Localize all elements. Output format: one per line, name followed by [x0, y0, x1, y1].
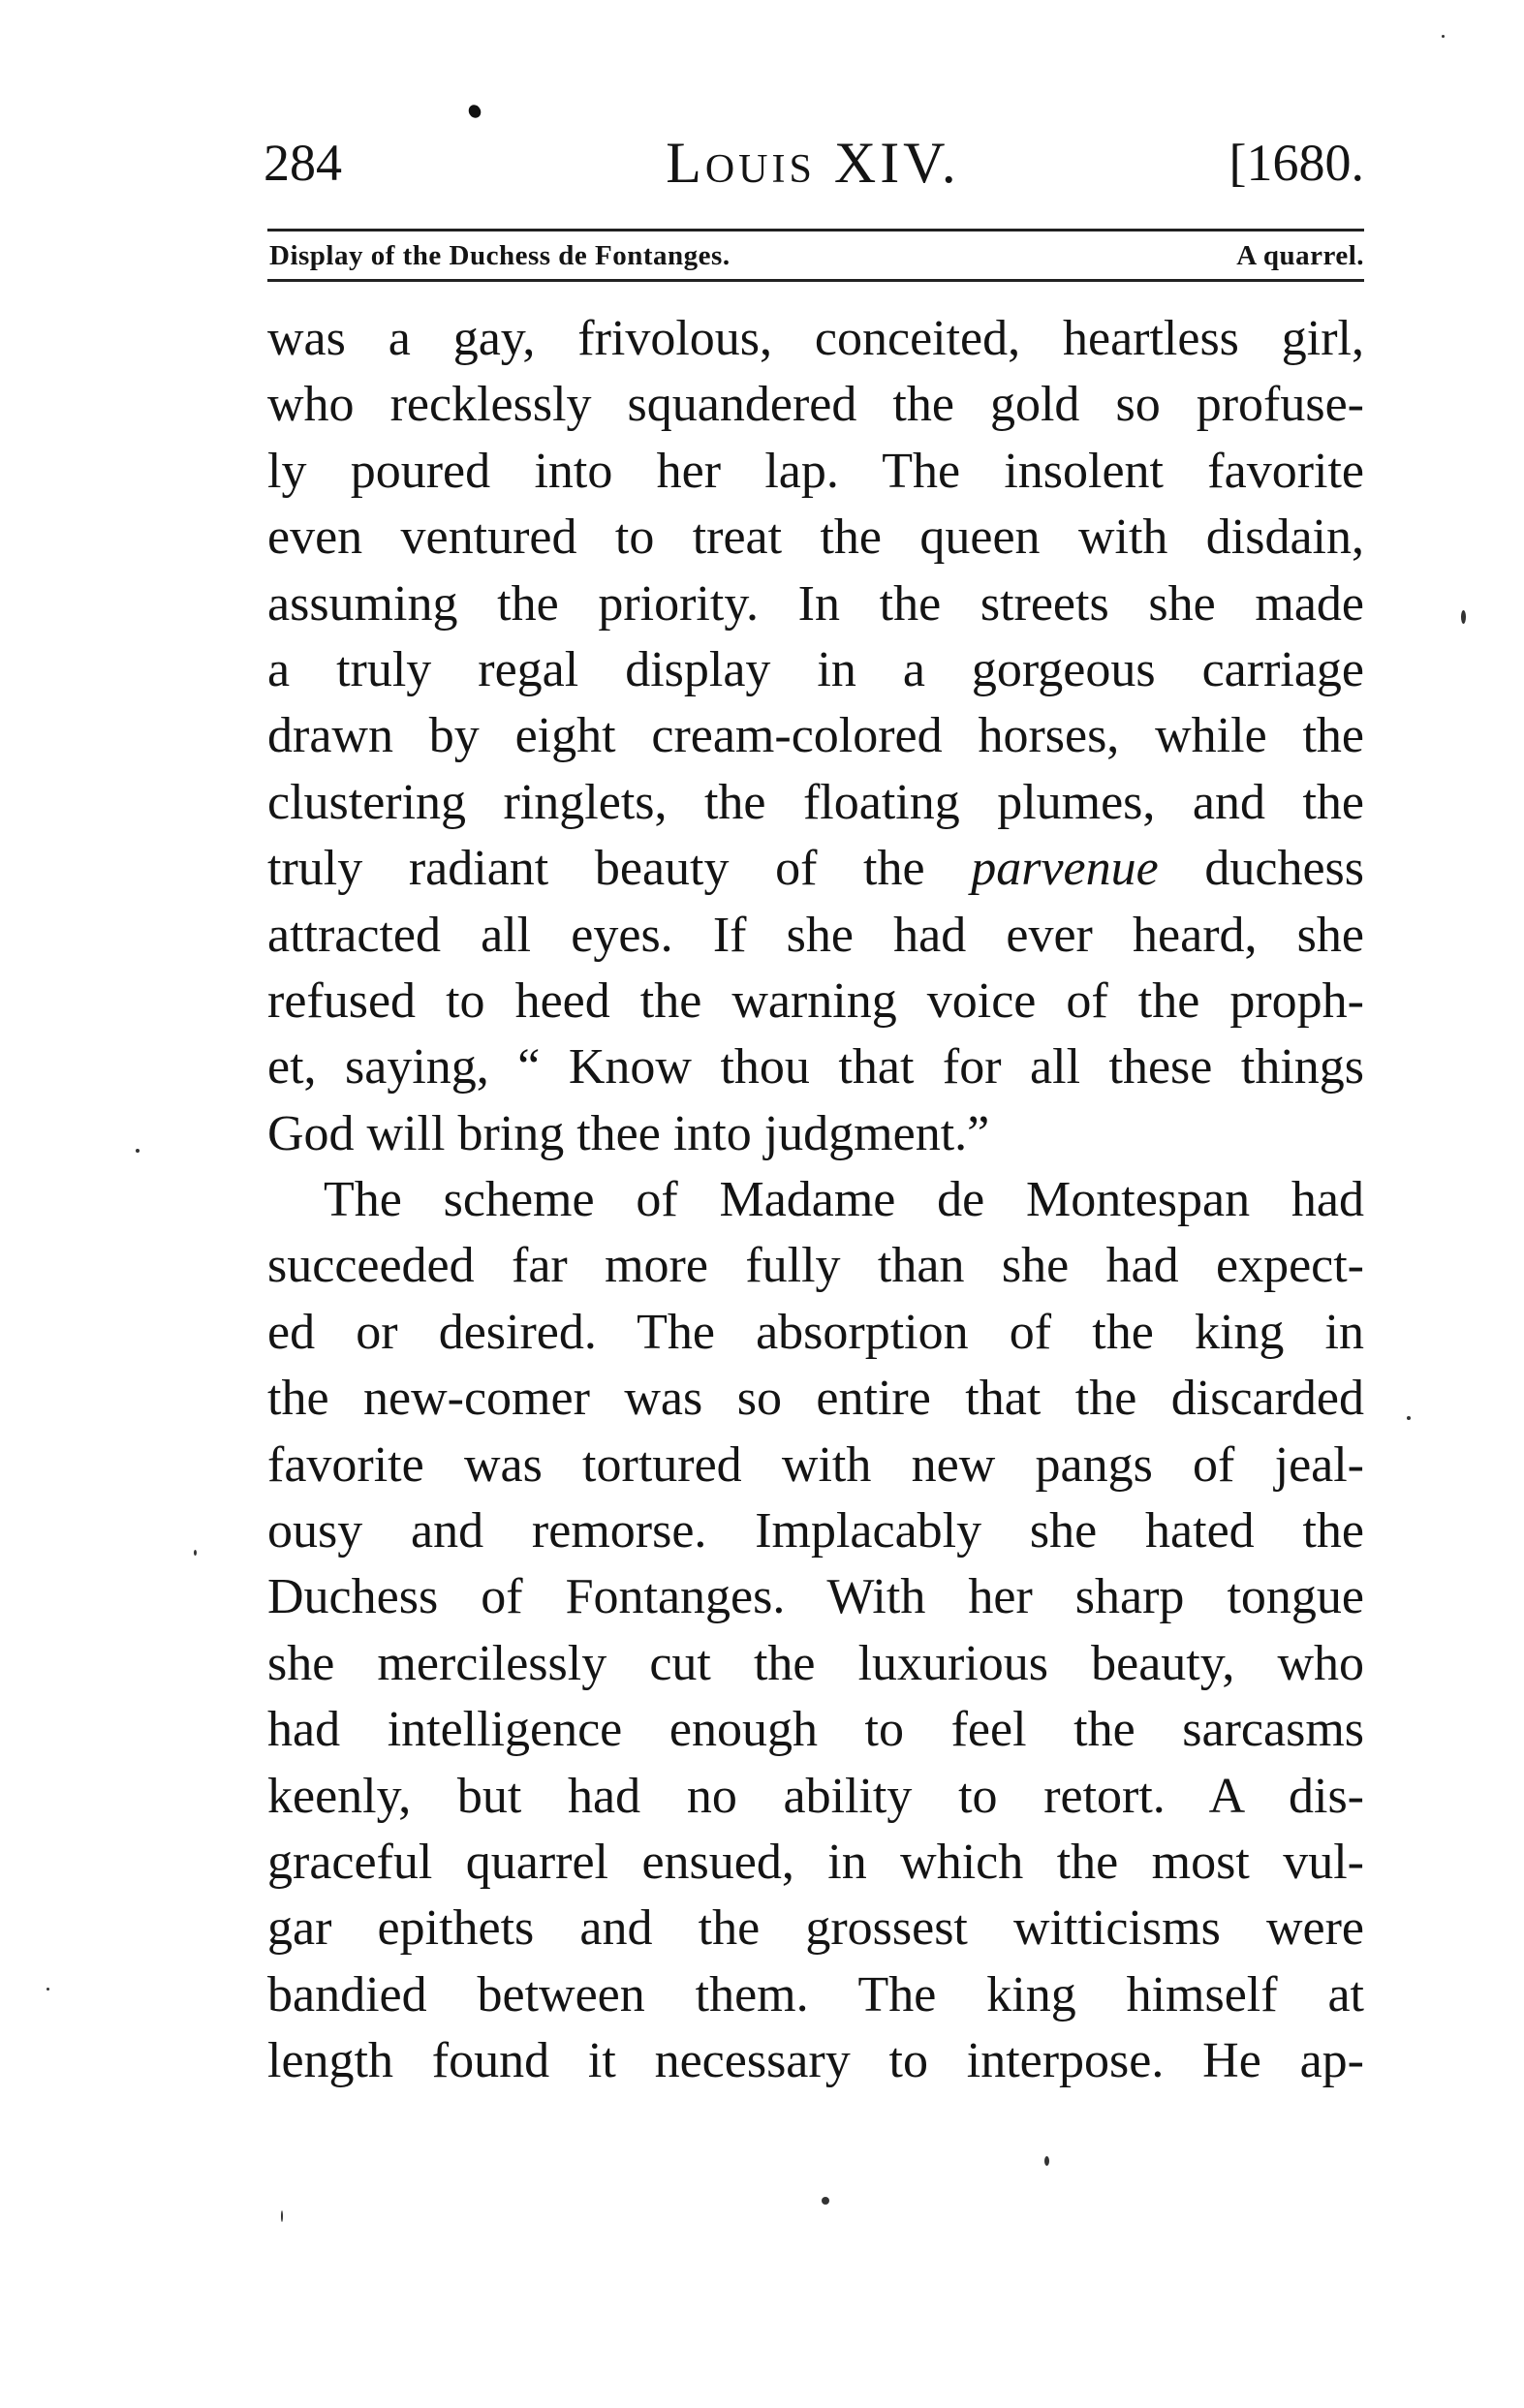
- scan-speck: [1407, 1416, 1411, 1420]
- header-rule-bottom: [267, 279, 1364, 282]
- text-line: attracted all eyes. If she had ever heard, she: [267, 907, 1364, 963]
- text-line: bandied between them. The king himself at: [267, 1966, 1364, 2022]
- scan-speck: [136, 1149, 140, 1153]
- body-text: [267, 306, 1364, 2095]
- text-line: length found it necessary to interpose. He ap-: [267, 2033, 1364, 2089]
- text-line: refused to heed the warning voice of the proph-: [267, 972, 1364, 1029]
- text-line: who recklessly squandered the gold so profuse-: [267, 377, 1364, 433]
- text-line: drawn by eight cream-colored horses, while the: [267, 708, 1364, 764]
- text-line: favorite was tortured with new pangs of jeal-: [267, 1436, 1364, 1493]
- text-line: graceful quarrel ensued, in which the most vul-: [267, 1834, 1364, 1890]
- text-line: God will bring thee into judgment.”: [267, 1105, 990, 1161]
- paragraph-1: [267, 306, 1364, 1167]
- scan-speck: [822, 2197, 829, 2205]
- text-line: et, saying, “ Know thou that for all these things: [267, 1039, 1364, 1096]
- subhead-left: Display of the Duchess de Fontanges.: [269, 240, 731, 271]
- subhead-right: A quarrel.: [1236, 240, 1364, 271]
- header-rule-top: [267, 229, 1364, 232]
- italic-word: parvenue: [971, 841, 1159, 897]
- text-line: succeeded far more fully than she had expect-: [267, 1238, 1364, 1294]
- scan-speck: [281, 2210, 283, 2222]
- text-line: The scheme of Madame de Montespan had: [324, 1172, 1364, 1228]
- scan-speck: [1461, 610, 1466, 624]
- text-line: even ventured to treat the queen with disdain,: [267, 509, 1364, 566]
- text-fragment: duchess: [1204, 841, 1364, 897]
- paragraph-2: [267, 1167, 1364, 2094]
- text-line: the new-comer was so entire that the discarded: [267, 1371, 1364, 1427]
- text-line: ly poured into her lap. The insolent favorite: [267, 443, 1364, 499]
- running-header: [262, 131, 1364, 211]
- scan-speck: [47, 1988, 49, 1991]
- text-line: a truly regal display in a gorgeous carriage: [267, 641, 1364, 697]
- text-line: was a gay, frivolous, conceited, heartless girl,: [267, 311, 1364, 366]
- running-title: Louis XIV.: [666, 131, 960, 195]
- text-line: clustering ringlets, the floating plumes, and the: [267, 774, 1364, 830]
- year-marker: [1680.: [1229, 134, 1364, 192]
- text-fragment: truly radiant beauty of the: [267, 841, 925, 897]
- text-line: she mercilessly cut the luxurious beauty, who: [267, 1635, 1364, 1691]
- text-line: assuming the priority. In the streets she made: [267, 575, 1364, 632]
- text-line: ed or desired. The absorption of the king in: [267, 1304, 1364, 1360]
- page-number: 284: [264, 134, 342, 192]
- text-line: keenly, but had no ability to retort. A dis-: [267, 1768, 1364, 1824]
- text-line: ousy and remorse. Implacably she hated the: [267, 1503, 1364, 1559]
- scan-speck: [1044, 2156, 1049, 2166]
- text-line: had intelligence enough to feel the sarcasms: [267, 1702, 1364, 1758]
- text-line: [267, 836, 1364, 902]
- text-line: Duchess of Fontanges. With her sharp tongue: [267, 1569, 1364, 1625]
- scan-speck: [466, 103, 482, 120]
- running-subheads: [269, 234, 1364, 279]
- text-line: gar epithets and the grossest witticisms were: [267, 1900, 1364, 1957]
- scan-speck: [1442, 35, 1445, 38]
- scan-speck: [194, 1550, 197, 1556]
